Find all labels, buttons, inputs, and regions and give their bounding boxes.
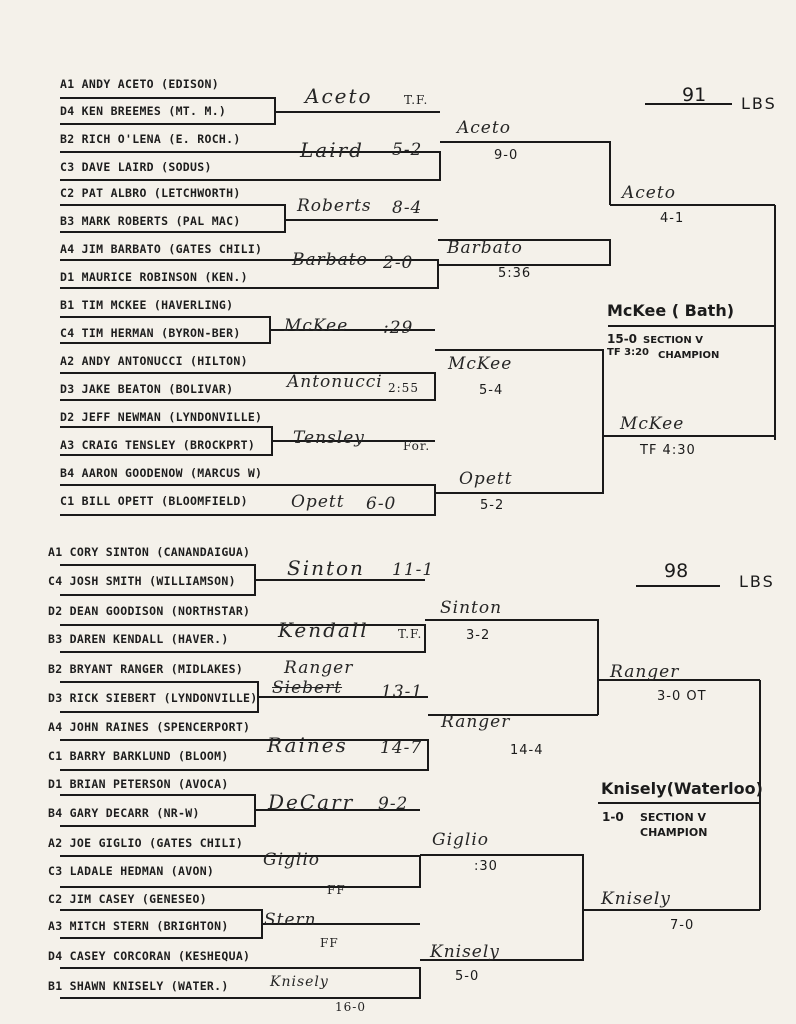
round4-winner: Aceto <box>622 183 676 203</box>
entrant: D3 JAKE BEATON (BOLIVAR) <box>60 382 234 396</box>
champion-title-line1: SECTION V <box>643 335 704 346</box>
champion-record: 1-0 <box>602 810 624 824</box>
round2-score: T.F. <box>398 627 423 641</box>
round2-winner: Stern <box>264 910 317 930</box>
entrant: A4 JIM BARBATO (GATES CHILI) <box>60 242 263 256</box>
round2-score: 8-4 <box>392 198 423 218</box>
round2-winner: Ranger <box>284 658 354 678</box>
round2-score: 2:55 <box>388 381 419 395</box>
round3-score: 9-0 <box>494 148 519 163</box>
round4-winner: Knisely <box>601 889 671 909</box>
round3-score: 14-4 <box>510 743 544 758</box>
entrant: C2 PAT ALBRO (LETCHWORTH) <box>60 186 241 200</box>
weight-unit: LBS <box>739 572 775 591</box>
entrant: A3 CRAIG TENSLEY (BROCKPRT) <box>60 438 256 452</box>
champion-name: Knisely(Waterloo) <box>601 779 763 798</box>
round3-score: 5-4 <box>479 383 504 398</box>
entrant: B1 SHAWN KNISELY (WATER.) <box>48 979 229 993</box>
round2-score: 14-7 <box>380 738 423 758</box>
round4-winner: Ranger <box>610 662 680 682</box>
round2-score: 13-1 <box>381 682 424 702</box>
entrant: C1 BARRY BARKLUND (BLOOM) <box>48 749 229 763</box>
round3-winner: McKee <box>448 354 513 374</box>
round2-winner: Antonucci <box>287 372 383 392</box>
round2-winner: Kendall <box>278 618 369 642</box>
entrant: D3 RICK SIEBERT (LYNDONVILLE) <box>48 691 258 705</box>
entrant: D2 DEAN GOODISON (NORTHSTAR) <box>48 604 251 618</box>
round3-winner: Opett <box>459 469 513 489</box>
entrant: C4 JOSH SMITH (WILLIAMSON) <box>48 574 236 588</box>
round2-score: 6-0 <box>366 494 397 514</box>
entrant: B4 AARON GOODENOW (MARCUS W) <box>60 466 263 480</box>
round2-winner: Aceto <box>305 84 373 108</box>
round2-winner: Opett <box>291 492 345 512</box>
entrant: B4 GARY DECARR (NR-W) <box>48 806 200 820</box>
round2-winner: Knisely <box>270 974 329 990</box>
round2-winner: Tensley <box>293 428 365 448</box>
round2-winner: Sinton <box>287 556 365 580</box>
round3-winner: Aceto <box>457 118 511 138</box>
round2-score: For. <box>403 439 431 453</box>
round2-winner: Raines <box>267 733 348 757</box>
weight-value: 91 <box>682 84 707 106</box>
round2-score: 11-1 <box>392 560 435 580</box>
champion-title-line2: CHAMPION <box>658 350 720 361</box>
entrant: A2 ANDY ANTONUCCI (HILTON) <box>60 354 248 368</box>
round3-winner: Sinton <box>440 598 503 618</box>
round3-score: 5-2 <box>480 498 505 513</box>
entrant: B2 BRYANT RANGER (MIDLAKES) <box>48 662 244 676</box>
round2-winner: DeCarr <box>268 790 355 814</box>
round4-score: TF 4:30 <box>640 443 696 458</box>
entrant: A2 JOE GIGLIO (GATES CHILI) <box>48 836 244 850</box>
entrant: A4 JOHN RAINES (SPENCERPORT) <box>48 720 251 734</box>
round2-score: FF <box>327 883 346 897</box>
round2-winner: Giglio <box>263 850 321 870</box>
round4-score: 3-0 OT <box>657 689 707 704</box>
round2-winner: Barbato <box>292 250 368 270</box>
entrant: D4 KEN BREEMES (MT. M.) <box>60 104 227 118</box>
round2-score: 16-0 <box>335 1000 366 1014</box>
round2-winner: Roberts <box>297 196 372 216</box>
entrant: C3 DAVE LAIRD (SODUS) <box>60 160 212 174</box>
entrant: D2 JEFF NEWMAN (LYNDONVILLE) <box>60 410 263 424</box>
entrant: C1 BILL OPETT (BLOOMFIELD) <box>60 494 248 508</box>
round3-winner: Barbato <box>447 238 523 258</box>
entrant: D1 MAURICE ROBINSON (KEN.) <box>60 270 248 284</box>
entrant: A3 MITCH STERN (BRIGHTON) <box>48 919 229 933</box>
round3-winner: Ranger <box>441 712 511 732</box>
round4-score: 4-1 <box>660 211 685 226</box>
round2-score: 9-2 <box>378 794 409 814</box>
round3-winner: Knisely <box>430 942 500 962</box>
champion-title-line2: CHAMPION <box>640 826 708 839</box>
weight-value: 98 <box>664 560 689 582</box>
round2-winner: McKee <box>284 316 349 336</box>
entrant: B3 DAREN KENDALL (HAVER.) <box>48 632 229 646</box>
round4-score: 7-0 <box>670 918 695 933</box>
round3-winner: Giglio <box>432 830 490 850</box>
entrant: B2 RICH O'LENA (E. ROCH.) <box>60 132 241 146</box>
round2-score: T.F. <box>404 93 429 107</box>
round2-score: FF <box>320 936 339 950</box>
round2-score: :29 <box>383 318 414 338</box>
champion-tf: TF 3:20 <box>607 347 650 358</box>
champion-title-line1: SECTION V <box>640 811 707 824</box>
champion-record: 15-0 <box>607 332 638 346</box>
entrant: C3 LADALE HEDMAN (AVON) <box>48 864 215 878</box>
entrant: B1 TIM MCKEE (HAVERLING) <box>60 298 234 312</box>
round3-score: 3-2 <box>466 628 491 643</box>
champion-name: McKee ( Bath) <box>607 301 735 320</box>
entrant: C2 JIM CASEY (GENESEO) <box>48 892 207 906</box>
entrant: D4 CASEY CORCORAN (KESHEQUA) <box>48 949 251 963</box>
round2-score: 5-2 <box>392 140 423 160</box>
round2-score: 2-0 <box>383 253 414 273</box>
entrant: B3 MARK ROBERTS (PAL MAC) <box>60 214 241 228</box>
round3-score: 5:36 <box>498 266 532 281</box>
entrant: C4 TIM HERMAN (BYRON-BER) <box>60 326 241 340</box>
round2-struck-name: Siebert <box>272 678 343 698</box>
round3-score: :30 <box>474 859 498 874</box>
round3-score: 5-0 <box>455 969 480 984</box>
entrant: D1 BRIAN PETERSON (AVOCA) <box>48 777 229 791</box>
entrant: A1 CORY SINTON (CANANDAIGUA) <box>48 545 251 559</box>
weight-unit: LBS <box>741 94 777 113</box>
round4-winner: McKee <box>620 414 685 434</box>
round2-winner: Laird <box>300 138 364 162</box>
entrant: A1 ANDY ACETO (EDISON) <box>60 77 219 91</box>
